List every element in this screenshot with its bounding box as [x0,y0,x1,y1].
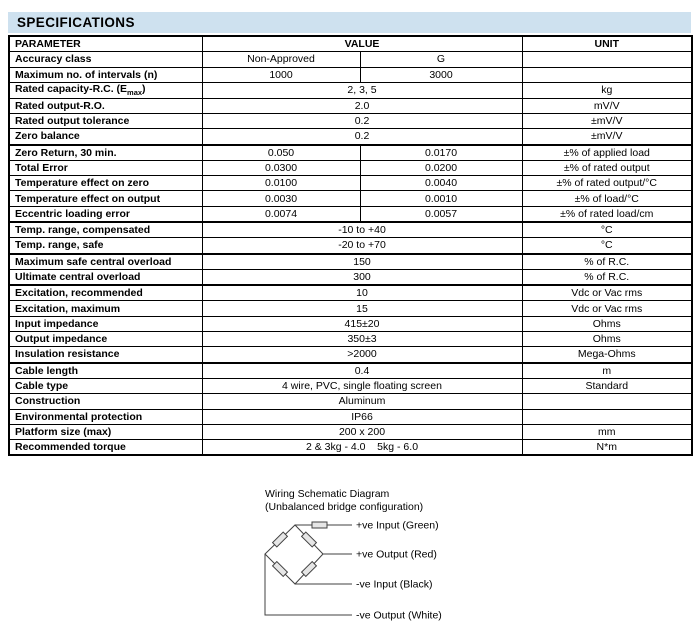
parameter-cell: Cable type [9,378,202,393]
parameter-cell: Rated capacity-R.C. $(E_{max})$ [9,82,202,98]
column-header-parameter: PARAMETER [9,36,202,52]
value-cell: IP66 [202,409,522,424]
table-row [9,176,692,191]
value-cell: -20 to +70 [202,238,522,254]
page-title: SPECIFICATIONS [17,15,135,30]
table-row [9,409,692,424]
unit-cell [522,67,692,82]
table-row [9,254,692,270]
unit-cell: Standard [522,378,692,393]
unit-cell: kg [522,82,692,98]
table-row [9,206,692,222]
parameter-cell: Cable length [9,363,202,379]
table-row [9,378,692,393]
unit-cell [522,409,692,424]
pos-output-label: +ve Output (Red) [356,548,437,561]
parameter-cell: Excitation, recommended [9,285,202,301]
value-cell: 3000 [360,67,522,82]
value-cell: G [360,52,522,67]
unit-cell: ±% of rated output/°C [522,176,692,191]
unit-cell: m [522,363,692,379]
parameter-cell: Insulation resistance [9,347,202,363]
unit-cell: Ohms [522,332,692,347]
parameter-cell: Zero balance [9,129,202,145]
table-row [9,113,692,128]
table-row [9,191,692,206]
specifications-header-band [8,12,691,33]
resistor-input-line [312,522,327,528]
unit-cell: °C [522,222,692,238]
unit-cell: ±mV/V [522,113,692,128]
table-row [9,269,692,285]
unit-cell: Vdc or Vac rms [522,285,692,301]
unit-cell: % of R.C. [522,254,692,270]
table-row [9,301,692,316]
unit-cell: mV/V [522,98,692,113]
parameter-cell: Platform size (max) [9,424,202,439]
parameter-cell: Input impedance [9,316,202,331]
value-cell: 415±20 [202,316,522,331]
column-header-unit: UNIT [522,36,692,52]
unit-cell: Ohms [522,316,692,331]
value-cell: 150 [202,254,522,270]
value-cell: 0.0040 [360,176,522,191]
value-cell: 2, 3, 5 [202,82,522,98]
bridge-diamond [265,525,323,584]
value-cell: -10 to +40 [202,222,522,238]
strain-gauge-top-left [273,532,288,547]
wiring-diagram-title-line1: Wiring Schematic Diagram [265,488,390,500]
value-cell: 0.0074 [202,206,360,222]
value-cell: 0.4 [202,363,522,379]
parameter-cell: Accuracy class [9,52,202,67]
value-cell: 10 [202,285,522,301]
table-row [9,332,692,347]
parameter-cell: Zero Return, 30 min. [9,145,202,161]
table-row [9,440,692,456]
value-cell: 0.0100 [202,176,360,191]
wiring-diagram-title-line2: (Unbalanced bridge configuration) [265,501,424,513]
value-cell: 0.0030 [202,191,360,206]
strain-gauge-bottom-left [273,562,288,577]
unit-cell: N*m [522,440,692,456]
table-row [9,238,692,254]
value-cell: Non-Approved [202,52,360,67]
value-cell: 300 [202,269,522,285]
neg-output-label: -ve Output (White) [356,609,442,622]
unit-cell: % of R.C. [522,269,692,285]
parameter-cell: Rated output-R.O. [9,98,202,113]
strain-gauge-top-right [302,532,317,547]
table-row [9,394,692,409]
unit-cell: ±% of rated output [522,160,692,175]
parameter-cell: Maximum safe central overload [9,254,202,270]
value-cell: 350±3 [202,332,522,347]
value-cell: 0.0300 [202,160,360,175]
parameter-cell: Ultimate central overload [9,269,202,285]
value-cell: 200 x 200 [202,424,522,439]
table-row [9,347,692,363]
parameter-cell: Temperature effect on zero [9,176,202,191]
parameter-cell: Excitation, maximum [9,301,202,316]
neg-input-label: -ve Input (Black) [356,578,433,591]
bridge-schematic-diagram [240,510,580,629]
value-cell: 2.0 [202,98,522,113]
value-cell: 0.0010 [360,191,522,206]
table-row [9,285,692,301]
table-row [9,316,692,331]
value-cell: 15 [202,301,522,316]
unit-cell: °C [522,238,692,254]
parameter-cell: Output impedance [9,332,202,347]
table-row [9,160,692,175]
parameter-cell: Recommended torque [9,440,202,456]
table-row [9,363,692,379]
value-cell: 2 & 3kg - 4.0 5kg - 6.0 [202,440,522,456]
parameter-cell: Temp. range, safe [9,238,202,254]
strain-gauge-bottom-right [302,562,317,577]
unit-cell: ±% of rated load/cm [522,206,692,222]
value-cell: >2000 [202,347,522,363]
table-row [9,98,692,113]
value-cell: 4 wire, PVC, single floating screen [202,378,522,393]
parameter-cell: Temperature effect on output [9,191,202,206]
parameter-cell: Temp. range, compensated [9,222,202,238]
unit-cell: ±% of applied load [522,145,692,161]
table-header-row [9,36,692,52]
unit-cell: ±% of load/°C [522,191,692,206]
table-row [9,222,692,238]
table-row [9,52,692,67]
unit-cell: Mega-Ohms [522,347,692,363]
parameter-cell: Total Error [9,160,202,175]
unit-cell [522,394,692,409]
value-cell: 0.050 [202,145,360,161]
unit-cell: mm [522,424,692,439]
value-cell: 0.0170 [360,145,522,161]
value-cell: 0.0200 [360,160,522,175]
table-row [9,424,692,439]
unit-cell [522,52,692,67]
pos-input-label: +ve Input (Green) [356,519,439,532]
value-cell: Aluminum [202,394,522,409]
column-header-value: VALUE [202,36,522,52]
unit-cell: Vdc or Vac rms [522,301,692,316]
table-row [9,82,692,98]
parameter-cell: Maximum no. of intervals (n) [9,67,202,82]
value-cell: 1000 [202,67,360,82]
parameter-cell: Construction [9,394,202,409]
parameter-cell: Eccentric loading error [9,206,202,222]
unit-cell: ±mV/V [522,129,692,145]
parameter-cell: Environmental protection [9,409,202,424]
table-row [9,145,692,161]
value-cell: 0.2 [202,129,522,145]
table-row [9,129,692,145]
spec-table-body [9,52,692,456]
value-cell: 0.2 [202,113,522,128]
value-cell: 0.0057 [360,206,522,222]
specifications-table [8,35,693,456]
parameter-cell: Rated output tolerance [9,113,202,128]
table-row [9,67,692,82]
